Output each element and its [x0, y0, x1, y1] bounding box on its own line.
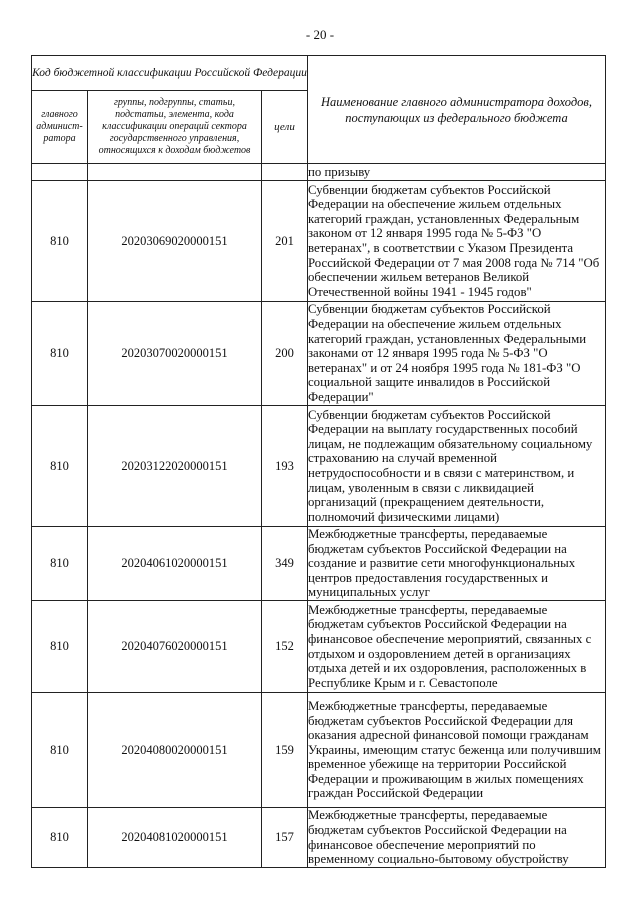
cell-name: Межбюджетные трансферты, передаваемые бюджетам субъектов Российской Федерации для оказания адресной финансовой помощи гражданам Украины, имеющим статус беженца или получившим временное убежище на территории Российской Федерации и проживающим в жилых помещениях граждан Российской Федерации — [308, 693, 606, 808]
cell-goal: 201 — [262, 181, 308, 302]
cell-code: 20204061020000151 — [88, 527, 262, 601]
table-row — [32, 601, 606, 693]
header-goal: цели — [262, 91, 308, 164]
table-row — [32, 527, 606, 601]
cell-admin: 810 — [32, 693, 88, 808]
cell-goal — [262, 164, 308, 181]
cell-admin: 810 — [32, 808, 88, 868]
cell-code: 20204080020000151 — [88, 693, 262, 808]
cell-goal: 159 — [262, 693, 308, 808]
cell-admin: 810 — [32, 181, 88, 302]
cell-goal: 152 — [262, 601, 308, 693]
cell-admin: 810 — [32, 302, 88, 406]
table-row — [32, 302, 606, 406]
cell-code: 20203069020000151 — [88, 181, 262, 302]
cell-name: Межбюджетные трансферты, передаваемые бюджетам субъектов Российской Федерации на финансовое обеспечение мероприятий по временному социально-бытовому обустройству — [308, 808, 606, 868]
table-row — [32, 406, 606, 527]
table-row — [32, 808, 606, 868]
cell-goal: 193 — [262, 406, 308, 527]
cell-goal: 200 — [262, 302, 308, 406]
cell-admin: 810 — [32, 527, 88, 601]
cell-name: Субвенции бюджетам субъектов Российской Федерации на обеспечение жильем отдельных категорий граждан, установленных Федеральными законами от 12 января 1995 года № 5-ФЗ "О ветеранах" и от 24 ноября 1995 года № 181-ФЗ "О социальной защите инвалидов в Российской Федерации" — [308, 302, 606, 406]
cell-name: Субвенции бюджетам субъектов Российской Федерации на обеспечение жильем отдельных категорий граждан, установленных Федеральным законом от 12 января 1995 года № 5-ФЗ "О ветеранах", в соответствии с Указом Президента Российской Федерации от 7 мая 2008 года № 714 "Об обеспечении жильем ветеранов Великой Отечественной войны 1941 - 1945 годов" — [308, 181, 606, 302]
table-row — [32, 181, 606, 302]
cell-name: Субвенции бюджетам субъектов Российской Федерации на выплату государственных пособий лицам, не подлежащим обязательному социальному страхованию на случай временной нетрудоспособности и в связи с материнством, и лицам, уволенным в связи с ликвидацией организаций (прекращением деятельности, полномочий физическими лицами) — [308, 406, 606, 527]
table-row — [32, 693, 606, 808]
continuation-text: по призыву — [308, 164, 606, 181]
cell-code: 20203122020000151 — [88, 406, 262, 527]
header-row-top — [32, 56, 606, 91]
continuation-row — [32, 164, 606, 181]
cell-admin: 810 — [32, 406, 88, 527]
header-name: Наименование главного администратора доходов, поступающих из федерального бюджета — [308, 56, 606, 164]
cell-code: 20204076020000151 — [88, 601, 262, 693]
budget-classification-table — [31, 55, 606, 868]
header-code-group: Код бюджетной классификации Российской Федерации — [32, 56, 308, 91]
header-admin: главного админист-ратора — [32, 91, 88, 164]
cell-code: 20204081020000151 — [88, 808, 262, 868]
cell-goal: 157 — [262, 808, 308, 868]
cell-name: Межбюджетные трансферты, передаваемые бюджетам субъектов Российской Федерации на создание и развитие сети многофункциональных центров предоставления государственных и муниципальных услуг — [308, 527, 606, 601]
cell-name: Межбюджетные трансферты, передаваемые бюджетам субъектов Российской Федерации на финансовое обеспечение мероприятий, связанных с отдыхом и оздоровлением детей в организациях отдыха детей и их оздоровления, расположенных в Республике Крым и г. Севастополе — [308, 601, 606, 693]
cell-goal: 349 — [262, 527, 308, 601]
cell-admin: 810 — [32, 601, 88, 693]
header-groups: группы, подгруппы, статьи, подстатьи, элемента, кода классификации операций сектора государственного управления, относящихся к доходам бюджетов — [88, 91, 262, 164]
cell-code: 20203070020000151 — [88, 302, 262, 406]
cell-admin — [32, 164, 88, 181]
cell-code — [88, 164, 262, 181]
page-number: - 20 - — [305, 27, 335, 42]
